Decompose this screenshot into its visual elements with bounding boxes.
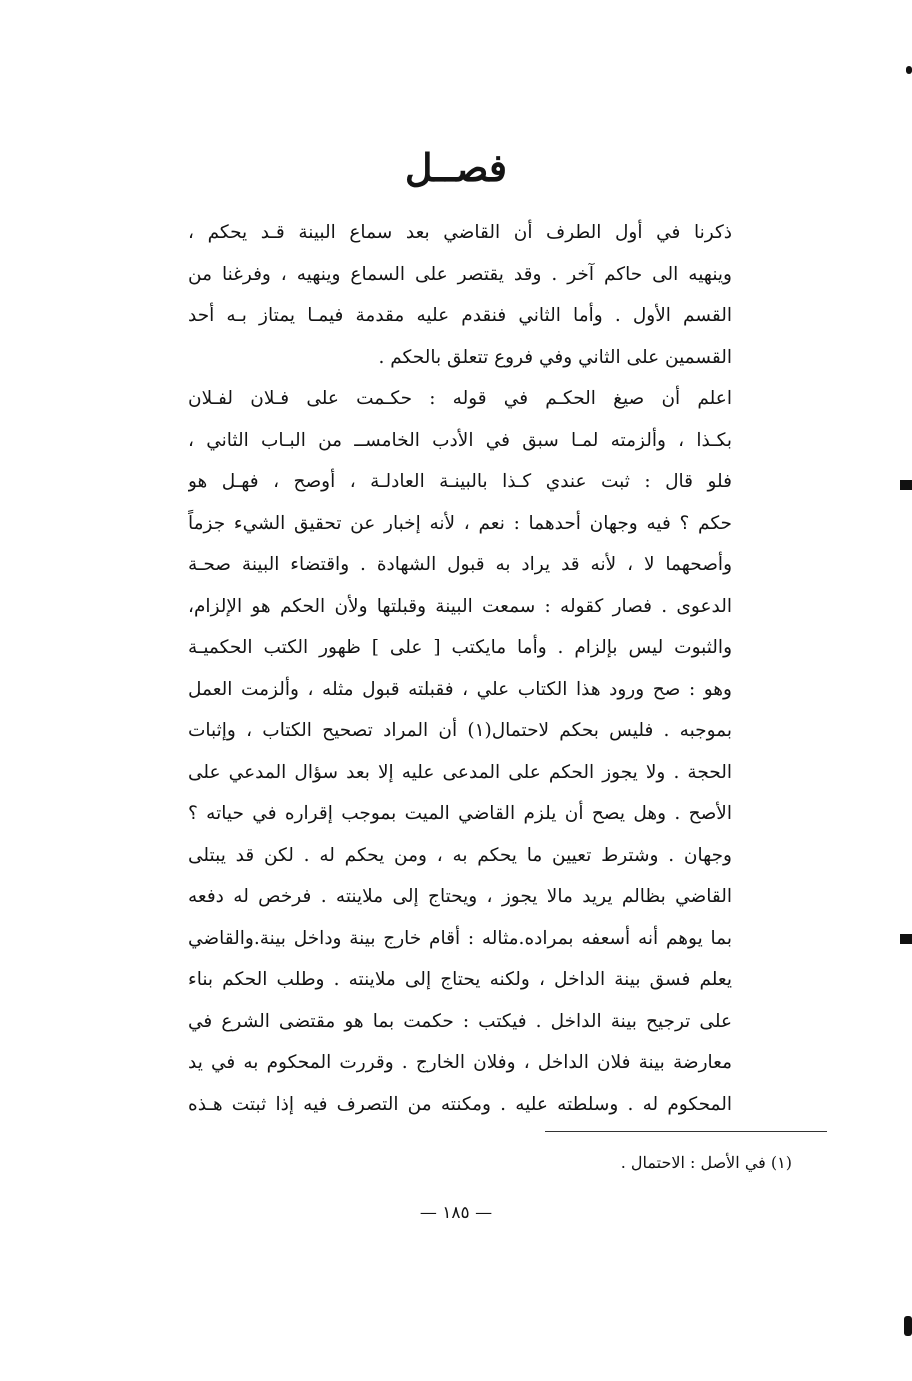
footnote-divider	[545, 1131, 827, 1132]
text-line: الحجة . ولا يجوز الحكم على المدعى عليه إلا بعد سؤال المدعي على	[188, 761, 732, 783]
text-line: بما يوهم أنه أسعفه بمراده.مثاله : أقام خارج بينة وداخل بينة.والقاضي	[188, 927, 732, 949]
text-line: وجهان . وشترط تعيين ما يحكم به ، ومن يحكم له . لكن قد يبتلى	[188, 844, 732, 866]
text-line: حكم ؟ فيه وجهان أحدهما : نعم ، لأنه إخبار عن تحقيق الشيء جزماً	[188, 512, 732, 534]
scan-mark	[900, 934, 912, 944]
section-heading: فصــل	[404, 145, 508, 190]
footnote: (١) في الأصل : الاحتمال .	[620, 1153, 792, 1172]
scan-mark	[904, 1316, 912, 1336]
text-line: وينهيه الى حاكم آخر . وقد يقتصر على السماع وينهيه ، وفرغنا من	[188, 263, 732, 285]
text-line: الأصح . وهل يصح أن يلزم القاضي الميت بموجب إقراره في حياته ؟	[188, 803, 732, 824]
text-line: القسمين على الثاني وفي فروع تتعلق بالحكم .	[378, 346, 732, 368]
page-number: — ١٨٥ —	[419, 1203, 493, 1223]
text-line: وهو : صح ورود هذا الكتاب علي ، فقبلته قبول مثله ، وألزمت العمل	[188, 678, 732, 700]
text-line: على ترجيح بينة الداخل . فيكتب : حكمت بما هو مقتضى الشرع في	[188, 1010, 732, 1032]
scan-mark	[906, 66, 912, 74]
text-line: القسم الأول . وأما الثاني فنقدم عليه مقدمة فيمـا يمتاز بـه أحد	[188, 305, 732, 326]
text-line: يعلم فسق بينة الداخل ، ولكنه يحتاج إلى ملاينته . وطلب الحكم بناء	[188, 969, 732, 990]
body-text	[188, 212, 732, 1125]
text-line: وأصحهما لا ، لأنه قد يراد به قبول الشهادة . واقتضاء البينة صحـة	[188, 554, 732, 575]
text-line: بكـذا ، وألزمته لمـا سبق في الأدب الخامســ من البـاب الثاني ،	[188, 429, 732, 451]
text-line: الدعوى . فصار كقوله : سمعت البينة وقبلتها ولأن الحكم هو الإلزام،	[188, 595, 732, 617]
text-line: المحكوم له . وسلطته عليه . ومكنته من التصرف فيه إذا ثبتت هـذه	[188, 1093, 732, 1115]
text-line: ذكرنا في أول الطرف أن القاضي بعد سماع البينة قـد يحكم ،	[188, 222, 732, 243]
scan-mark	[900, 480, 912, 490]
text-line: والثبوت ليس بإلزام . وأما مايكتب [ على ] ظهور الكتب الحكميـة	[188, 637, 732, 658]
text-line: اعلم أن صيغ الحكـم في قوله : حكـمت على فـلان لفـلان	[188, 388, 732, 409]
text-line: معارضة بينة فلان الداخل ، وفلان الخارج . وقررت المحكوم به في يد	[188, 1052, 732, 1073]
text-line: فلو قال : ثبت عندي كـذا بالبينـة العادلـة ، أوصح ، فهـل هو	[188, 471, 732, 492]
text-line: القاضي بظالم يريد مالا يجوز ، ويحتاج إلى ملاينته . فرخص له دفعه	[188, 886, 732, 907]
text-line: بموجبه . فليس بحكم لاحتمال(١) أن المراد تصحيح الكتاب ، وإثبات	[188, 720, 732, 741]
